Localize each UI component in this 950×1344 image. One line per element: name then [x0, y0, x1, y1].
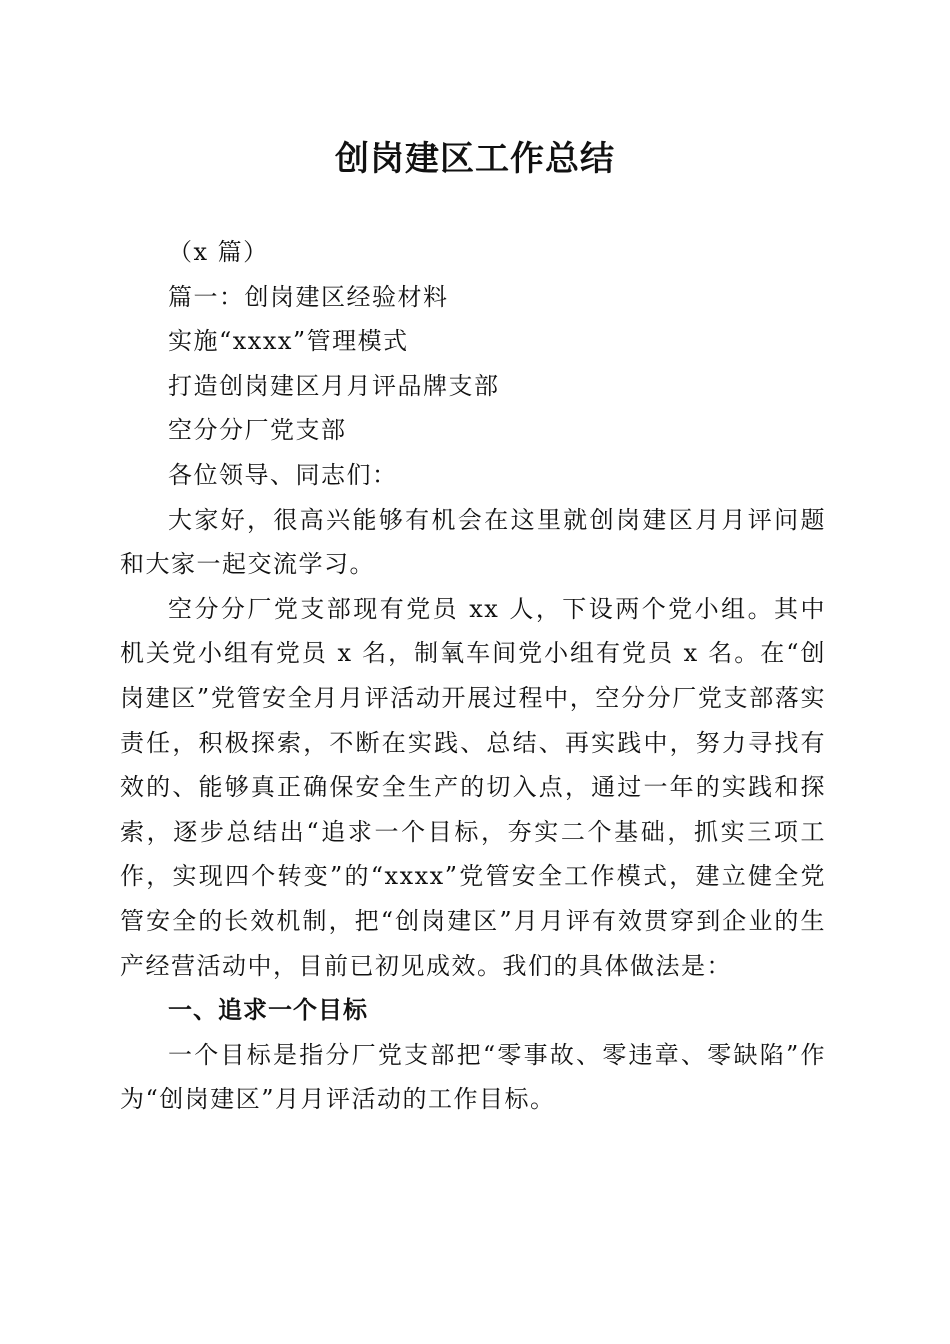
- section-heading-one: 一、追求一个目标: [168, 996, 368, 1025]
- organization-name: 空分分厂党支部: [168, 416, 347, 445]
- paragraph-overview: 空分分厂党支部现有党员 xx 人，下设两个党小组。其中机关党小组有党员 x 名，制氧车间党小组有党员 x 名。在“创岗建区”党管安全月月评活动开展过程中，空分分厂党支部落实责任，积极探索，不断在实践、总结、再实践中，努力寻找有效的、能够真正确保安全生产的切入点，通过一年的实践和探索，逐步总结出“追求一个目标，夯实二个基础，抓实三项工作，实现四个转变”的“xxxx”党管安全工作模式，建立健全党管安全的长效机制，把“创岗建区”月月评有效贯穿到企业的生产经营活动中，目前已初见成效。我们的具体做法是：: [120, 594, 826, 980]
- document-body: [120, 230, 826, 1122]
- paragraph-greeting: 大家好，很高兴能够有机会在这里就创岗建区月月评问题和大家一起交流学习。: [120, 505, 826, 579]
- subtitle-brand-branch: 打造创岗建区月月评品牌支部: [168, 371, 500, 400]
- part-title: 篇一：创岗建区经验材料: [168, 282, 449, 311]
- count-note: （x 篇）: [168, 238, 269, 266]
- paragraph-goal: 一个目标是指分厂党支部把“零事故、零违章、零缺陷”作为“创岗建区”月月评活动的工作目标。: [120, 1040, 826, 1114]
- document-title: 创岗建区工作总结: [335, 139, 615, 179]
- subtitle-management-mode: 实施“xxxx”管理模式: [168, 327, 409, 356]
- salutation: 各位领导、同志们：: [168, 460, 398, 489]
